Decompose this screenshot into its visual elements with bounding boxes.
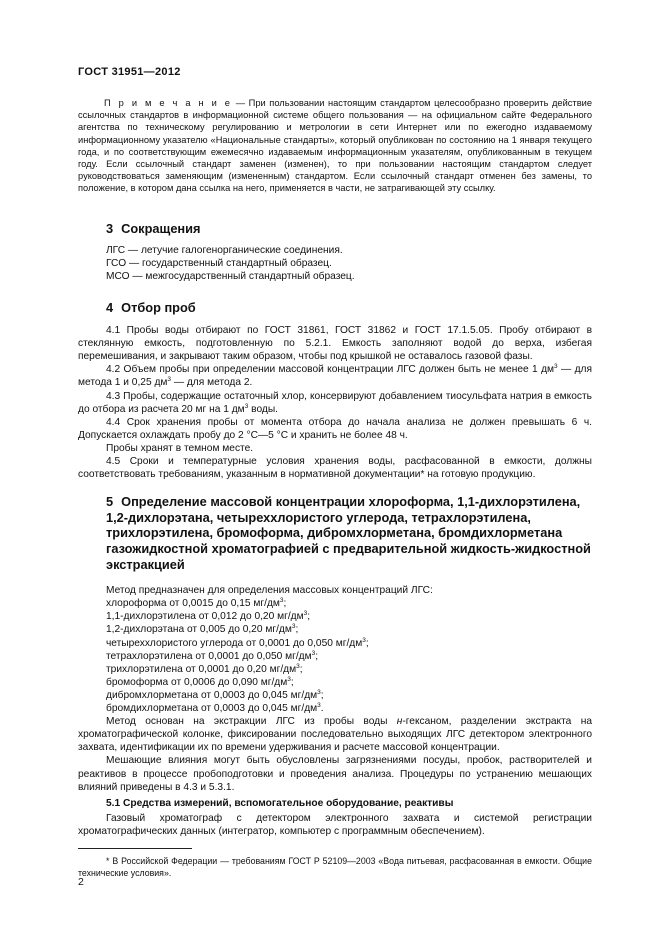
note-paragraph bbox=[78, 97, 592, 195]
section-5-title-line: газожидкостной хроматографией с предварительной жидкость-жидкостной bbox=[106, 541, 591, 556]
section-3-number: 3 bbox=[106, 220, 114, 236]
clause-4-4-storage: Пробы хранят в темном месте. bbox=[106, 442, 254, 454]
section-3-heading bbox=[78, 221, 592, 237]
range-text: трихлорэтилена от 0,0001 до 0,20 мг/дм bbox=[106, 663, 297, 675]
superscript: 3 bbox=[296, 662, 300, 670]
range-text: бромоформа от 0,0006 до 0,090 мг/дм bbox=[106, 676, 288, 688]
range-text: четыреххлористого углерода от 0,0001 до 0,050 мг/дм bbox=[106, 637, 363, 649]
range-text: дибромхлорметана от 0,0003 до 0,045 мг/дм bbox=[106, 689, 318, 701]
range-text: бромдихлорметана от 0,0003 до 0,045 мг/дм bbox=[106, 703, 318, 715]
superscript: 3 bbox=[317, 688, 321, 696]
clause-4-2-text-b: — для метода 1 и 0,25 дм bbox=[78, 364, 592, 389]
abbreviations-list bbox=[78, 244, 592, 283]
range-item bbox=[106, 610, 592, 623]
superscript: 3 bbox=[362, 636, 366, 644]
method-principle bbox=[78, 715, 592, 754]
range-item bbox=[106, 623, 592, 636]
range-item bbox=[106, 689, 592, 702]
clause-4-5: 4.5 Сроки и температурные условия хранения воды, расфасованной в емкости, должны соответствовать требованиям, указанным в нормативной документации* на готовую продукцию. bbox=[78, 456, 592, 481]
clause-4-2 bbox=[78, 363, 592, 389]
section-4-title: Отбор проб bbox=[121, 299, 196, 315]
clause-4-3-text-a: 4.3 Пробы, содержащие остаточный хлор, консервируют добавлением тиосульфата натрия в емкость до отбора из расчета 20 мг на 1 дм bbox=[78, 390, 592, 415]
superscript: 3 bbox=[311, 649, 316, 657]
method-text-b: -гексаном, разделении экстракта на хроматографической колонке, фиксировании последовательно выходящих ЛГС детектором электронного захвата, идентификации их по времени удерживания и расчете массовой концентрации. bbox=[78, 716, 593, 754]
clause-4-2-text-a: 4.2 Объем пробы при определении массовой концентрации ЛГС должен быть не менее 1 дм bbox=[106, 364, 555, 376]
footnote-area bbox=[78, 848, 592, 879]
range-text: тетрахлорэтилена от 0,0001 до 0,050 мг/дм bbox=[106, 650, 312, 662]
range-item bbox=[106, 650, 592, 663]
range-end: ; bbox=[307, 611, 311, 623]
clause-4-3 bbox=[78, 390, 592, 416]
section-5-body bbox=[78, 584, 592, 838]
footnote-divider bbox=[78, 848, 192, 849]
range-end: ; bbox=[283, 598, 287, 610]
range-end: ; bbox=[315, 650, 319, 662]
range-end: ; bbox=[299, 663, 303, 675]
range-text: хлороформа от 0,0015 до 0,15 мг/дм bbox=[106, 598, 280, 610]
note-label: П р и м е ч а н и е bbox=[104, 98, 233, 108]
section-5-title-line: экстракцией bbox=[106, 556, 185, 572]
footnote-text: * В Российской Федерации — требованиям ГОСТ Р 52109—2003 «Вода питьевая, расфасованная в емкости. Общие технические условия». bbox=[78, 855, 592, 878]
section-4-body bbox=[78, 324, 592, 481]
range-end: . bbox=[320, 703, 324, 715]
range-end: ; bbox=[290, 676, 294, 688]
concentration-ranges-list bbox=[78, 597, 592, 715]
range-end: ; bbox=[365, 637, 369, 649]
superscript: 3 bbox=[291, 623, 296, 631]
clause-4-2-text-c: — для метода 2. bbox=[171, 377, 253, 389]
range-item bbox=[106, 676, 592, 689]
section-5-title-line bbox=[106, 494, 580, 509]
clause-4-1: 4.1 Пробы воды отбирают по ГОСТ 31861, ГОСТ 31862 и ГОСТ 17.1.5.05. Пробу отбирают в стеклянную емкость, подготовленную по 5.2.1. Емкость заполняют водой до верха, избегая перемешивания, и закрывают таким образом, чтобы под крышкой не оставалось газовой фазы. bbox=[78, 325, 592, 363]
method-text-a: Метод основан на экстракции ЛГС из пробы воды bbox=[106, 716, 397, 728]
running-header: ГОСТ 31951—2012 bbox=[78, 66, 181, 78]
abbreviation-item: МСО — межгосударственный стандартный образец. bbox=[106, 271, 355, 283]
abbreviation-item: ЛГС — летучие галогенорганические соединения. bbox=[106, 245, 343, 257]
section-4-number: 4 bbox=[106, 299, 114, 315]
superscript: 3 bbox=[317, 702, 321, 710]
clause-4-4: 4.4 Срок хранения пробы от момента отбора до начала анализа не должен превышать 6 ч. Допускается охлаждать пробу до 2 °С—5 °С и хранить не более 48 ч. bbox=[78, 416, 592, 441]
subsection-5-1-heading: 5.1 Средства измерений, вспомогательное оборудование, реактивы bbox=[106, 797, 454, 809]
superscript: 3 bbox=[279, 597, 284, 605]
superscript: 3 bbox=[244, 402, 249, 410]
superscript: 3 bbox=[167, 376, 172, 384]
abbreviation-item: ГСО — государственный стандартный образец. bbox=[106, 258, 332, 270]
section-5-title-line: трихлорэтилена, бромоформа, дибромхлорметана, бромдихлорметана bbox=[106, 525, 563, 541]
superscript: 3 bbox=[303, 610, 308, 618]
range-item bbox=[106, 597, 592, 610]
range-end: ; bbox=[320, 689, 324, 701]
page-content bbox=[78, 97, 592, 879]
superscript: 3 bbox=[287, 675, 291, 683]
section-4-heading bbox=[78, 300, 592, 316]
superscript: 3 bbox=[554, 363, 558, 371]
interference-paragraph: Мешающие влияния могут быть обусловлены загрязнениями посуды, пробок, растворителей и реактивов в процессе пробоподготовки и проведения анализа. Процедуры по устранению мешающих влияний приведены в 4.3 и 5.3.1. bbox=[78, 755, 592, 793]
range-item bbox=[106, 702, 592, 715]
section-5-title-part: Определение массовой концентрации хлороформа, 1,1-дихлорэтилена, bbox=[121, 494, 581, 510]
section-5-heading bbox=[78, 494, 592, 572]
range-text: 1,2-дихлорэтана от 0,005 до 0,20 мг/дм bbox=[106, 624, 292, 636]
section-3-title: Сокращения bbox=[121, 220, 201, 236]
range-text: 1,1-дихлорэтилена от 0,012 до 0,20 мг/дм bbox=[106, 611, 304, 623]
clause-4-3-text-b: воды. bbox=[248, 403, 278, 415]
subsection-5-1-paragraph: Газовый хроматограф с детектором электронного захвата и системой регистрации хроматографических данных (интегратор, компьютер с программным обеспечением). bbox=[78, 812, 592, 837]
range-item bbox=[106, 637, 592, 650]
method-intro: Метод предназначен для определения массовых концентраций ЛГС: bbox=[106, 585, 433, 597]
range-item bbox=[106, 663, 592, 676]
section-5-title-line: 1,2-дихлорэтана, четыреххлористого углерода, тетрахлорэтилена, bbox=[106, 509, 531, 525]
note-text: — При пользовании настоящим стандартом целесообразно проверить действие ссылочных стандартов в информационной системе общего пользования — на официальном сайте Федерального агентства по техническому регулированию и метрологии в сети Интернет или по ежегодно издаваемому информационному указателю «Национальные стандарты», который опубликован по состоянию на 1 января текущего года, и по соответствующим ежемесячно издаваемым информационным указателям, опубликованным в текущем году. Если ссылочный стандарт заменен (изменен), то при пользовании настоящим стандартом следует руководствоваться заменяющим (измененным) стандартом. Если ссылочный стандарт отменен без замены, то положение, в котором дана ссылка на него, применяется в части, не затрагивающей эту ссылку. bbox=[78, 98, 592, 194]
section-5-number: 5 bbox=[106, 494, 114, 510]
range-end: ; bbox=[295, 624, 299, 636]
method-italic: н bbox=[396, 716, 403, 728]
page-number: 2 bbox=[78, 876, 84, 888]
